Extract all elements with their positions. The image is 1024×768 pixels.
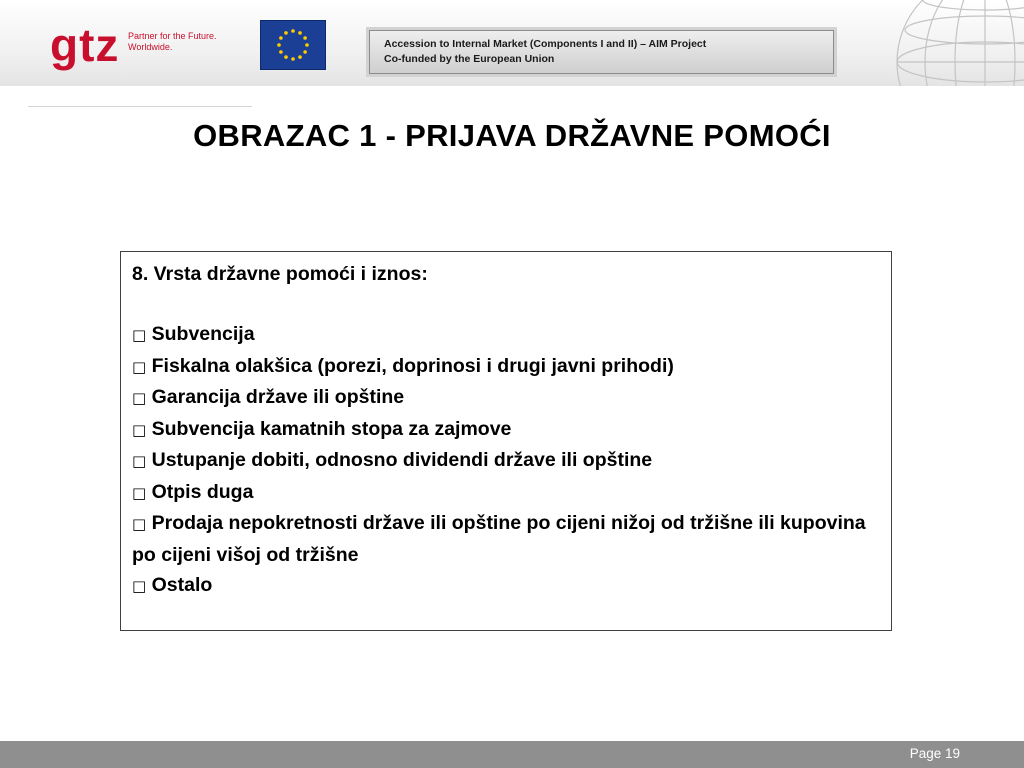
checkbox-icon[interactable]: □ bbox=[132, 577, 147, 595]
option-label: Subvencija kamatnih stopa za zajmove bbox=[151, 417, 512, 440]
project-funding: Co-funded by the European Union bbox=[384, 53, 555, 65]
option-label: Garancija države ili opštine bbox=[151, 386, 405, 408]
option-label: Ustupanje dobiti, odnosno dividendi države ili opštine bbox=[151, 449, 653, 471]
header-banner bbox=[0, 0, 1024, 86]
project-title: Accession to Internal Market (Components I and II) – AIM Project bbox=[384, 38, 707, 50]
eu-flag-icon bbox=[260, 20, 326, 70]
gtz-logo-mark: gtz bbox=[50, 19, 120, 71]
checkbox-icon[interactable]: □ bbox=[132, 389, 147, 407]
form-box bbox=[120, 251, 892, 631]
project-info-box bbox=[369, 30, 834, 74]
option-prodaja-nepokretnosti[interactable] bbox=[132, 508, 882, 570]
form-heading: 8. Vrsta državne pomoći i iznos: bbox=[132, 263, 428, 285]
checkbox-icon[interactable]: □ bbox=[132, 357, 147, 376]
option-subvencija[interactable] bbox=[132, 319, 882, 351]
option-label: Ostalo bbox=[151, 574, 213, 596]
checkbox-icon[interactable]: □ bbox=[132, 420, 147, 439]
title-divider bbox=[28, 106, 252, 107]
eu-stars-icon bbox=[261, 21, 325, 69]
gtz-tagline-line1: Partner for the Future. bbox=[128, 31, 217, 41]
option-label: Prodaja nepokretnosti države ili opštine po cijeni nižoj od tržišne ili kupovina po cijeni višoj od tržišne bbox=[132, 512, 866, 566]
globe-icon bbox=[890, 0, 1024, 86]
option-ostalo[interactable] bbox=[132, 570, 882, 602]
gtz-tagline bbox=[128, 31, 248, 53]
option-garancija[interactable] bbox=[132, 382, 882, 414]
option-subvencija-kamatnih-stopa[interactable] bbox=[132, 414, 882, 446]
option-label: Otpis duga bbox=[151, 480, 254, 503]
option-label: Fiskalna olakšica (porezi, doprinosi i drugi javni prihodi) bbox=[151, 354, 674, 377]
gtz-tagline-line2: Worldwide. bbox=[128, 42, 173, 52]
option-label: Subvencija bbox=[151, 323, 255, 345]
page-number: Page 19 bbox=[909, 746, 960, 761]
checkbox-icon[interactable]: □ bbox=[132, 515, 147, 533]
option-fiskalna-olaksica[interactable] bbox=[132, 351, 882, 383]
checkbox-icon[interactable]: □ bbox=[132, 326, 147, 344]
option-ustupanje-dobiti[interactable] bbox=[132, 445, 882, 477]
page-title: OBRAZAC 1 - PRIJAVA DRŽAVNE POMOĆI bbox=[193, 118, 831, 153]
options-list bbox=[132, 319, 882, 602]
footer-bar bbox=[0, 741, 1024, 768]
checkbox-icon[interactable]: □ bbox=[132, 452, 147, 470]
option-otpis-duga[interactable] bbox=[132, 477, 882, 509]
checkbox-icon[interactable]: □ bbox=[132, 483, 147, 502]
